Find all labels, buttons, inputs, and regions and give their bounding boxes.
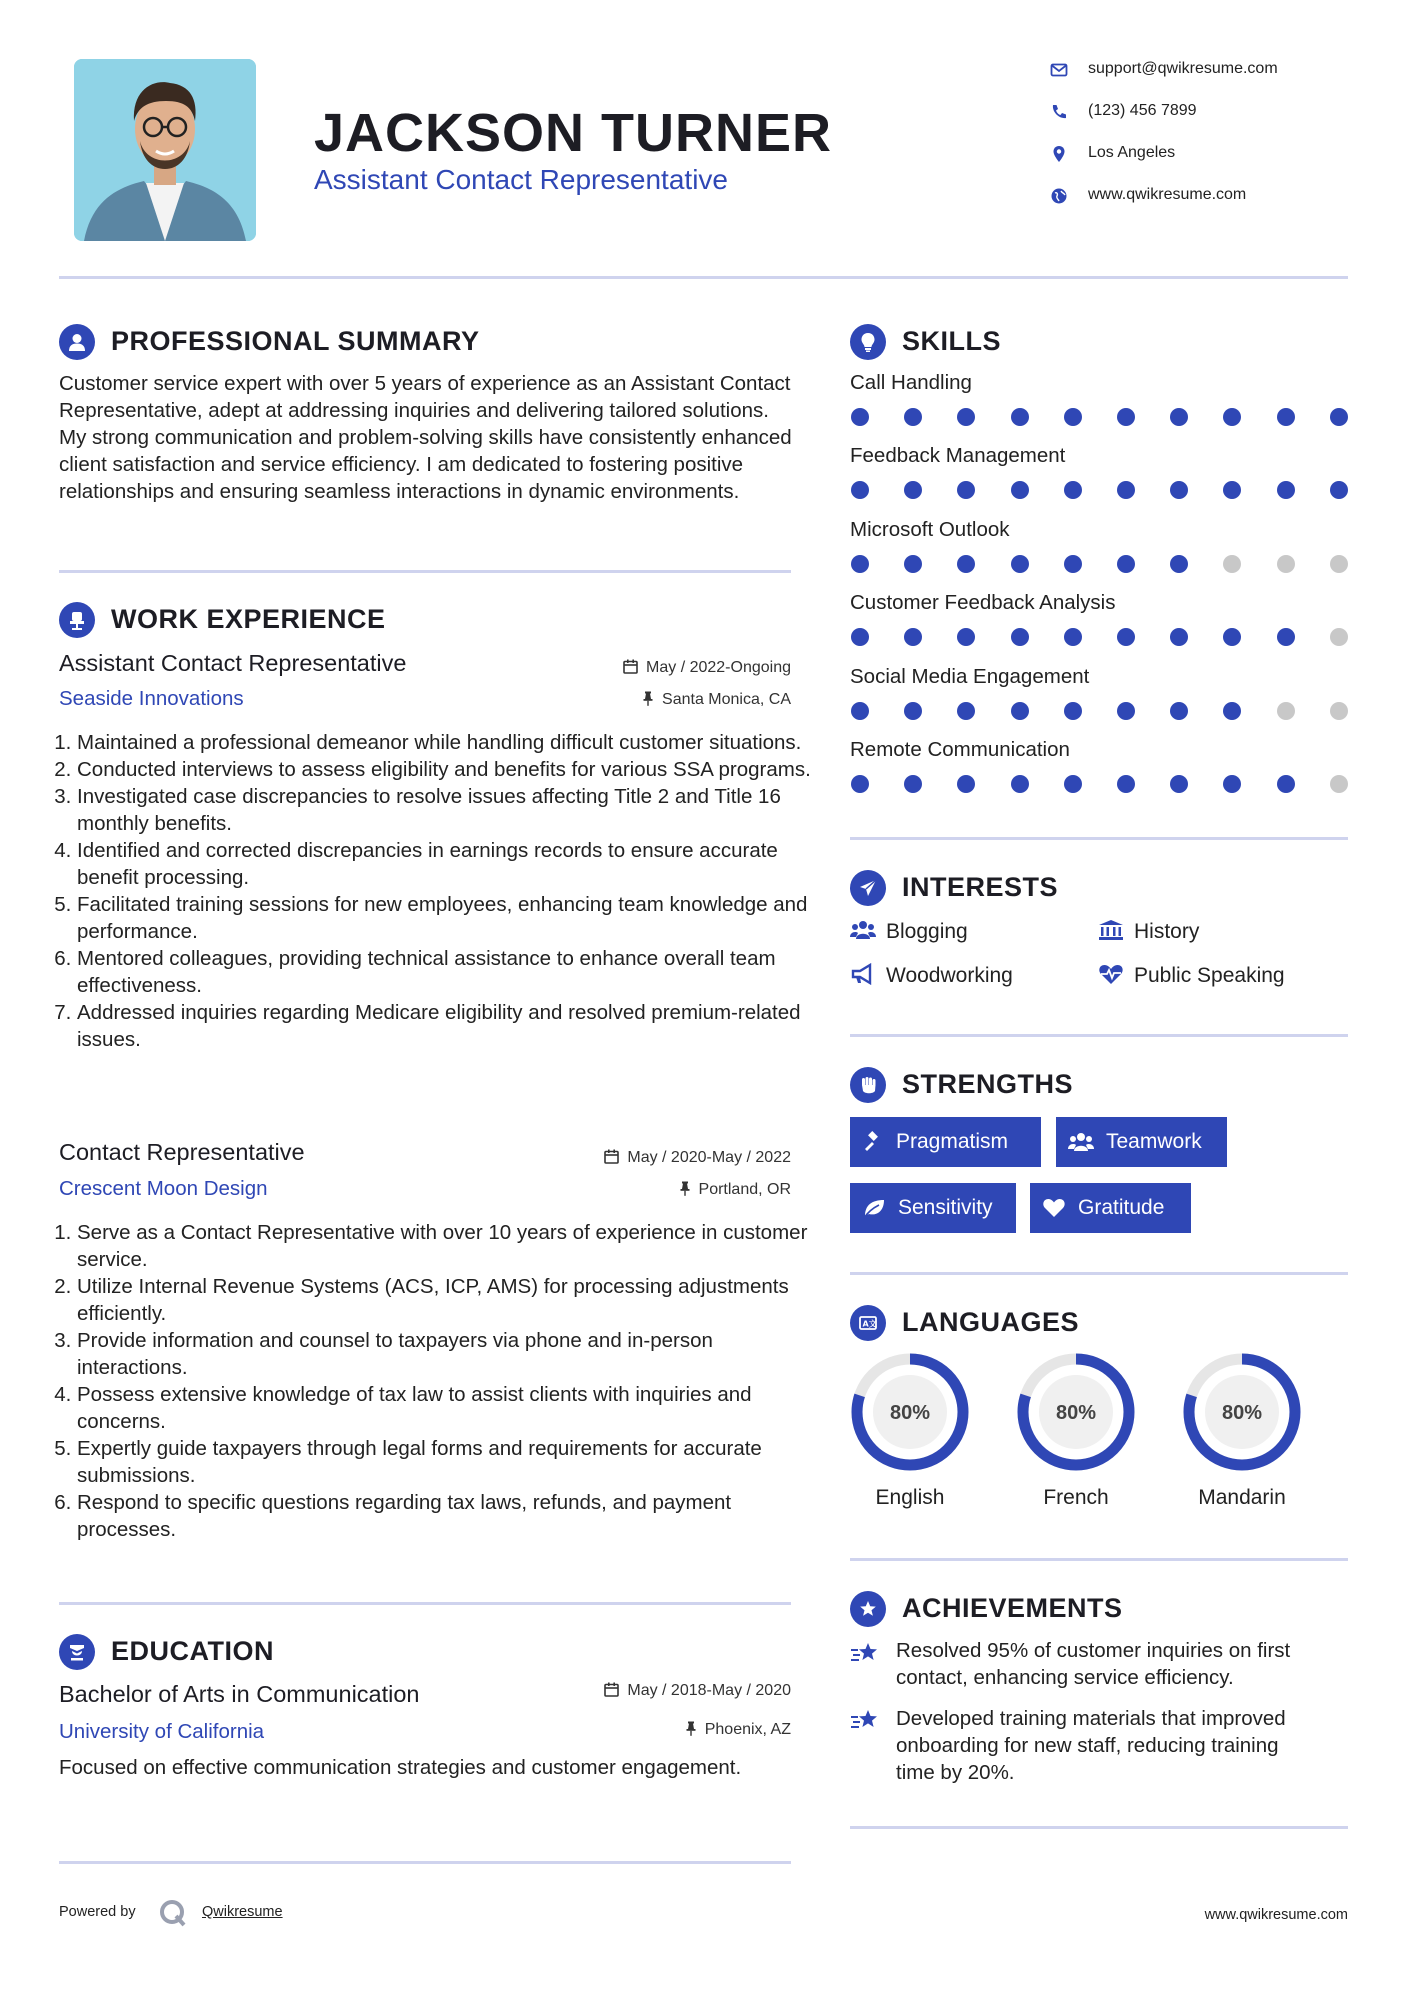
contact-location <box>1050 142 1350 172</box>
rating-dot-filled <box>1117 775 1135 793</box>
language-percent: 80% <box>1221 1402 1263 1424</box>
achievement-item: Developed training materials that improved onboarding for new staff, reducing training time by 20%. <box>896 1707 1286 1784</box>
rating-dot-filled <box>904 481 922 499</box>
rating-dot-filled <box>1117 702 1135 720</box>
skill-name: Remote Communication <box>850 738 1070 761</box>
rating-dot-filled <box>957 481 975 499</box>
language-ring <box>1177 1347 1307 1477</box>
list-item: 4. Possess extensive knowledge of tax law to assist clients with inquiries and concerns. <box>77 1381 817 1435</box>
rating-dot-filled <box>904 702 922 720</box>
education-text: Focused on effective communication strategies and customer engagement. <box>59 1756 742 1779</box>
job-dates: May / 2022-Ongoing <box>623 659 791 677</box>
contact-email-text: support@qwikresume.com <box>1088 60 1278 77</box>
list-item: 6. Respond to specific questions regarding tax laws, refunds, and payment processes. <box>77 1489 817 1543</box>
rating-dot-filled <box>1064 481 1082 499</box>
svg-text:A文: A文 <box>862 1319 877 1329</box>
language-icon <box>850 1305 886 1341</box>
paper-plane-icon <box>850 870 886 906</box>
skill-rating <box>851 702 1351 722</box>
rating-dot-filled <box>957 555 975 573</box>
skill-name: Feedback Management <box>850 444 1066 468</box>
rating-dot-filled <box>1330 481 1348 499</box>
rating-dot-filled <box>1064 555 1082 573</box>
rating-dot-filled <box>851 408 869 426</box>
rating-dot-filled <box>957 628 975 646</box>
contact-website[interactable] <box>1050 184 1350 214</box>
rating-dot-filled <box>1117 555 1135 573</box>
skill-name: Call Handling <box>850 371 972 394</box>
interest-item: Public Speaking <box>1098 963 1285 988</box>
footer-url[interactable]: www.qwikresume.com <box>1204 1907 1348 1923</box>
rating-dot-filled <box>851 555 869 573</box>
rating-dot-filled <box>1064 628 1082 646</box>
rating-dot-empty <box>1330 628 1348 646</box>
interests-heading: INTERESTS <box>902 872 1059 902</box>
education-dates: May / 2018-May / 2020 <box>604 1682 791 1700</box>
list-item: 2. Utilize Internal Revenue Systems (ACS, ICP, AMS) for processing adjustments efficiently. <box>77 1273 817 1327</box>
envelope-icon <box>1050 61 1068 79</box>
summary-text: Customer service expert with over 5 years of experience as an Assistant Contact Representative, adept at addressing inquiries and delivering tailored solutions. My strong communication and problem-solving skills have consistently enhanced client satisfaction and service efficiency. I am dedicated to fostering positive relationships and ensuring seamless interactions in dynamic environments. <box>59 372 792 503</box>
rating-dot-filled <box>1011 775 1029 793</box>
rating-dot-empty <box>1277 702 1295 720</box>
job-bullets <box>59 1219 817 1543</box>
map-pin-icon <box>1050 145 1068 163</box>
rating-dot-filled <box>1064 408 1082 426</box>
skills-divider <box>850 837 1348 840</box>
rating-dot-filled <box>957 775 975 793</box>
rating-dot-filled <box>1330 408 1348 426</box>
rating-dot-filled <box>851 702 869 720</box>
languages-divider <box>850 1558 1348 1561</box>
powered-by-label: Powered by <box>59 1904 136 1920</box>
school-name: University of California <box>59 1720 265 1743</box>
skill-rating <box>851 628 1351 648</box>
rating-dot-filled <box>1223 408 1241 426</box>
rating-dot-filled <box>1223 481 1241 499</box>
candidate-name: JACKSON TURNER <box>314 103 833 163</box>
education-divider <box>59 1861 791 1864</box>
qwikresume-link[interactable]: Qwikresume <box>202 1904 283 1920</box>
job-title: Contact Representative <box>59 1139 305 1165</box>
pushpin-icon <box>642 691 654 706</box>
qwikresume-logo-icon <box>158 1898 188 1933</box>
achievement-item: Resolved 95% of customer inquiries on first contact, enhancing service efficiency. <box>896 1639 1291 1689</box>
job-location: Santa Monica, CA <box>642 691 791 709</box>
skill-name: Customer Feedback Analysis <box>850 591 1116 615</box>
rating-dot-filled <box>851 775 869 793</box>
languages-heading: LANGUAGES <box>902 1307 1080 1337</box>
work-heading: WORK EXPERIENCE <box>111 604 386 634</box>
rating-dot-filled <box>1170 481 1188 499</box>
rating-dot-filled <box>957 702 975 720</box>
fist-icon <box>850 1067 886 1103</box>
rating-dot-filled <box>1011 408 1029 426</box>
rating-dot-empty <box>1330 555 1348 573</box>
language-ring <box>845 1347 975 1477</box>
language-name: French <box>1043 1486 1109 1509</box>
users-icon <box>850 919 876 941</box>
contact-email[interactable] <box>1050 58 1350 88</box>
skill-rating <box>851 775 1351 795</box>
list-item: 1. Maintained a professional demeanor while handling difficult customer situations. <box>77 729 817 756</box>
contact-phone-text: (123) 456 7899 <box>1088 102 1197 119</box>
contact-website-text: www.qwikresume.com <box>1088 186 1247 203</box>
achievements-divider <box>850 1826 1348 1829</box>
rating-dot-empty <box>1330 702 1348 720</box>
rating-dot-filled <box>1011 555 1029 573</box>
rating-dot-filled <box>1170 408 1188 426</box>
strength-tag: Pragmatism <box>850 1117 1041 1167</box>
rating-dot-filled <box>1064 775 1082 793</box>
calendar-icon <box>604 1149 619 1164</box>
strengths-divider <box>850 1272 1348 1275</box>
award-icon <box>850 1591 886 1627</box>
skill-name: Social Media Engagement <box>850 664 1090 688</box>
list-item: 5. Facilitated training sessions for new employees, enhancing team knowledge and performance. <box>77 891 817 945</box>
rating-dot-filled <box>1011 481 1029 499</box>
interests-divider <box>850 1034 1348 1037</box>
list-item: 2. Conducted interviews to assess eligibility and benefits for various SSA programs. <box>77 756 817 783</box>
interest-item: Woodworking <box>850 963 1013 988</box>
header-divider <box>59 276 1348 279</box>
language-name: Mandarin <box>1198 1486 1286 1509</box>
job-location: Portland, OR <box>679 1181 791 1199</box>
strength-tag: Teamwork <box>1056 1117 1227 1167</box>
phone-icon <box>1050 103 1068 121</box>
rating-dot-filled <box>1170 775 1188 793</box>
strengths-heading: STRENGTHS <box>902 1069 1074 1099</box>
job-title: Assistant Contact Representative <box>59 650 407 676</box>
strength-tag: Sensitivity <box>850 1183 1016 1233</box>
list-item: 3. Investigated case discrepancies to resolve issues affecting Title 2 and Title 16 monthly benefits. <box>77 783 817 837</box>
achievements-heading: ACHIEVEMENTS <box>902 1593 1123 1623</box>
heart-icon <box>1042 1197 1066 1219</box>
rating-dot-filled <box>957 408 975 426</box>
rating-dot-filled <box>1223 702 1241 720</box>
rating-dot-filled <box>1223 628 1241 646</box>
candidate-role: Assistant Contact Representative <box>314 164 728 195</box>
star-medal-icon <box>850 1641 880 1670</box>
megaphone-icon <box>850 963 876 985</box>
language-percent: 80% <box>1055 1402 1097 1424</box>
strength-tag: Gratitude <box>1030 1183 1191 1233</box>
briefcase-icon <box>59 602 95 638</box>
rating-dot-filled <box>904 555 922 573</box>
work-divider <box>59 1602 791 1605</box>
degree-title: Bachelor of Arts in Communication <box>59 1681 420 1707</box>
rating-dot-empty <box>1223 555 1241 573</box>
globe-icon <box>1050 187 1068 205</box>
list-item: 4. Identified and corrected discrepancies in earnings records to ensure accurate benefit processing. <box>77 837 817 891</box>
rating-dot-filled <box>904 628 922 646</box>
lightbulb-icon <box>850 324 886 360</box>
rating-dot-filled <box>1277 481 1295 499</box>
pushpin-icon <box>679 1181 691 1196</box>
list-item: 3. Provide information and counsel to taxpayers via phone and in-person interactions. <box>77 1327 817 1381</box>
list-item: 5. Expertly guide taxpayers through legal forms and requirements for accurate submissions. <box>77 1435 817 1489</box>
rating-dot-filled <box>904 775 922 793</box>
users-icon <box>1068 1131 1094 1153</box>
rating-dot-filled <box>1170 702 1188 720</box>
interest-item: Blogging <box>850 919 968 944</box>
interest-item: History <box>1098 919 1199 944</box>
rating-dot-filled <box>1064 702 1082 720</box>
rating-dot-filled <box>1277 775 1295 793</box>
profile-photo <box>74 59 256 241</box>
job-company: Crescent Moon Design <box>59 1177 268 1200</box>
rating-dot-filled <box>1223 775 1241 793</box>
rating-dot-filled <box>1011 702 1029 720</box>
rating-dot-filled <box>1277 408 1295 426</box>
skill-rating <box>851 555 1351 575</box>
contact-location-text: Los Angeles <box>1088 144 1176 161</box>
skills-heading: SKILLS <box>902 326 1002 356</box>
education-location: Phoenix, AZ <box>685 1721 791 1739</box>
contact-phone[interactable] <box>1050 100 1350 130</box>
museum-icon <box>1098 919 1124 941</box>
rating-dot-filled <box>851 481 869 499</box>
heartbeat-icon <box>1098 963 1124 985</box>
rating-dot-filled <box>1117 481 1135 499</box>
rating-dot-filled <box>1117 408 1135 426</box>
list-item: 6. Mentored colleagues, providing technical assistance to enhance overall team effectiveness. <box>77 945 817 999</box>
skill-rating <box>851 408 1351 428</box>
rating-dot-filled <box>1011 628 1029 646</box>
rating-dot-filled <box>1170 555 1188 573</box>
rating-dot-filled <box>1170 628 1188 646</box>
rating-dot-empty <box>1330 775 1348 793</box>
job-bullets <box>59 729 817 1053</box>
rating-dot-filled <box>851 628 869 646</box>
rating-dot-filled <box>904 408 922 426</box>
gavel-icon <box>862 1131 884 1153</box>
rating-dot-filled <box>1117 628 1135 646</box>
graduation-icon <box>59 1634 95 1670</box>
calendar-icon <box>604 1682 619 1697</box>
language-name: English <box>875 1486 945 1509</box>
rating-dot-empty <box>1277 555 1295 573</box>
language-percent: 80% <box>889 1402 931 1424</box>
list-item: 7. Addressed inquiries regarding Medicare eligibility and resolved premium-related issues. <box>77 999 817 1053</box>
rating-dot-filled <box>1277 628 1295 646</box>
skill-name: Microsoft Outlook <box>850 517 1010 541</box>
skill-rating <box>851 481 1351 501</box>
pushpin-icon <box>685 1721 697 1736</box>
language-ring <box>1011 1347 1141 1477</box>
list-item: 1. Serve as a Contact Representative with over 10 years of experience in customer service. <box>77 1219 817 1273</box>
star-medal-icon <box>850 1708 880 1737</box>
job-dates: May / 2020-May / 2022 <box>604 1149 791 1167</box>
calendar-icon <box>623 659 638 674</box>
education-heading: EDUCATION <box>111 1636 274 1666</box>
job-company: Seaside Innovations <box>59 687 244 710</box>
summary-heading: PROFESSIONAL SUMMARY <box>111 326 480 356</box>
summary-divider <box>59 570 791 573</box>
user-icon <box>59 324 95 360</box>
leaf-icon <box>862 1197 886 1219</box>
